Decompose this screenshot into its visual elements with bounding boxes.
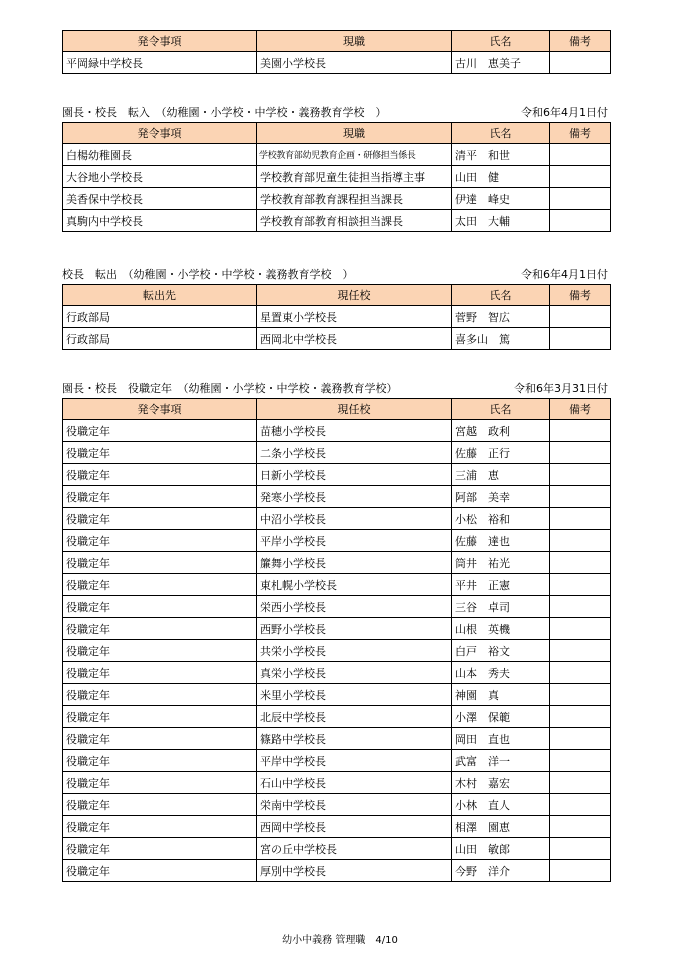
cell-col-position: 平岸小学校長 xyxy=(257,530,452,552)
table-row xyxy=(63,816,611,838)
cell-col-order: 大谷地小学校長 xyxy=(63,166,257,188)
cell-col-order: 役職定年 xyxy=(63,486,257,508)
header-col-remarks: 備考 xyxy=(550,399,611,420)
cell-col-name: 清平 和世 xyxy=(452,144,550,166)
header-col-name: 氏名 xyxy=(452,399,550,420)
cell-col-name: 小林 直人 xyxy=(452,794,550,816)
cell-col-order: 役職定年 xyxy=(63,772,257,794)
cell-col-position: 宮の丘中学校長 xyxy=(257,838,452,860)
table-row xyxy=(63,750,611,772)
cell-col-remarks xyxy=(550,144,611,166)
table-row xyxy=(63,552,611,574)
cell-col-name: 菅野 智広 xyxy=(452,306,550,328)
cell-col-position: 西岡中学校長 xyxy=(257,816,452,838)
cell-col-remarks xyxy=(550,574,611,596)
cell-col-remarks xyxy=(550,640,611,662)
header-col-order: 転出先 xyxy=(63,285,257,306)
cell-col-name: 喜多山 篤 xyxy=(452,328,550,350)
cell-col-name: 山本 秀夫 xyxy=(452,662,550,684)
cell-col-name: 宮越 政利 xyxy=(452,420,550,442)
section-transfer-out xyxy=(62,266,610,350)
cell-col-position: 日新小学校長 xyxy=(257,464,452,486)
table-row xyxy=(63,486,611,508)
cell-col-name: 平井 正憲 xyxy=(452,574,550,596)
cell-col-remarks xyxy=(550,750,611,772)
table-row xyxy=(63,442,611,464)
header-col-position: 現職 xyxy=(257,123,452,144)
cell-col-name: 古川 恵美子 xyxy=(452,52,550,74)
header-row xyxy=(63,285,611,306)
cell-col-remarks xyxy=(550,464,611,486)
cell-col-name: 筒井 祐光 xyxy=(452,552,550,574)
table-row xyxy=(63,618,611,640)
cell-col-name: 太田 大輔 xyxy=(452,210,550,232)
cell-col-remarks xyxy=(550,306,611,328)
cell-col-remarks xyxy=(550,486,611,508)
cell-col-order: 役職定年 xyxy=(63,618,257,640)
cell-col-order: 役職定年 xyxy=(63,442,257,464)
cell-col-position: 北辰中学校長 xyxy=(257,706,452,728)
cell-col-order: 役職定年 xyxy=(63,860,257,882)
cell-col-name: 白戸 裕文 xyxy=(452,640,550,662)
table-row xyxy=(63,306,611,328)
table-row xyxy=(63,420,611,442)
table-transfer-in xyxy=(62,122,611,232)
cell-col-position: 共栄小学校長 xyxy=(257,640,452,662)
page-footer: 幼小中義務 管理職 4/10 xyxy=(282,935,398,946)
table-transfer-within xyxy=(62,30,611,74)
section-date: 令和6年3月31日付 xyxy=(514,382,608,395)
table-row xyxy=(63,860,611,882)
cell-col-order: 役職定年 xyxy=(63,464,257,486)
cell-col-remarks xyxy=(550,420,611,442)
cell-col-position: 学校教育部幼児教育企画・研修担当係長 xyxy=(257,144,452,166)
section-heading xyxy=(62,380,610,398)
header-col-remarks: 備考 xyxy=(550,31,611,52)
table-retirement xyxy=(62,398,611,882)
cell-col-remarks xyxy=(550,618,611,640)
cell-col-name: 山田 敏郎 xyxy=(452,838,550,860)
cell-col-position: 苗穂小学校長 xyxy=(257,420,452,442)
cell-col-remarks xyxy=(550,530,611,552)
cell-col-order: 役職定年 xyxy=(63,552,257,574)
cell-col-name: 佐藤 達也 xyxy=(452,530,550,552)
cell-col-position: 二条小学校長 xyxy=(257,442,452,464)
header-col-remarks: 備考 xyxy=(550,123,611,144)
cell-col-remarks xyxy=(550,596,611,618)
cell-col-remarks xyxy=(550,728,611,750)
cell-col-order: 役職定年 xyxy=(63,530,257,552)
cell-col-position: 発寒小学校長 xyxy=(257,486,452,508)
section-heading xyxy=(62,104,610,122)
section-retirement xyxy=(62,380,610,882)
cell-col-position: 石山中学校長 xyxy=(257,772,452,794)
cell-col-name: 木村 嘉宏 xyxy=(452,772,550,794)
cell-col-remarks xyxy=(550,552,611,574)
cell-col-remarks xyxy=(550,210,611,232)
cell-col-order: 役職定年 xyxy=(63,706,257,728)
table-row xyxy=(63,574,611,596)
table-row xyxy=(63,640,611,662)
table-row xyxy=(63,328,611,350)
cell-col-name: 三谷 卓司 xyxy=(452,596,550,618)
cell-col-order: 行政部局 xyxy=(63,306,257,328)
cell-col-order: 役職定年 xyxy=(63,728,257,750)
cell-col-name: 伊達 峰史 xyxy=(452,188,550,210)
cell-col-order: 役職定年 xyxy=(63,574,257,596)
table-row xyxy=(63,166,611,188)
cell-col-remarks xyxy=(550,442,611,464)
cell-col-name: 阿部 美幸 xyxy=(452,486,550,508)
cell-col-position: 学校教育部教育相談担当課長 xyxy=(257,210,452,232)
section-date: 令和6年4月1日付 xyxy=(521,106,608,119)
cell-col-remarks xyxy=(550,794,611,816)
cell-col-order: 役職定年 xyxy=(63,816,257,838)
table-row xyxy=(63,728,611,750)
cell-col-order: 役職定年 xyxy=(63,596,257,618)
cell-col-position: 厚別中学校長 xyxy=(257,860,452,882)
cell-col-position: 中沼小学校長 xyxy=(257,508,452,530)
cell-col-name: 今野 洋介 xyxy=(452,860,550,882)
cell-col-remarks xyxy=(550,188,611,210)
table-row xyxy=(63,144,611,166)
cell-col-name: 小松 裕和 xyxy=(452,508,550,530)
header-row xyxy=(63,31,611,52)
cell-col-position: 美園小学校長 xyxy=(257,52,452,74)
cell-col-order: 役職定年 xyxy=(63,838,257,860)
cell-col-remarks xyxy=(550,508,611,530)
section-title: 園長・校長 転入 （幼稚園・小学校・中学校・義務教育学校 ） xyxy=(62,106,387,119)
cell-col-order: 役職定年 xyxy=(63,508,257,530)
cell-col-order: 役職定年 xyxy=(63,794,257,816)
cell-col-order: 美香保中学校長 xyxy=(63,188,257,210)
table-row xyxy=(63,210,611,232)
cell-col-remarks xyxy=(550,838,611,860)
cell-col-order: 役職定年 xyxy=(63,750,257,772)
cell-col-order: 役職定年 xyxy=(63,640,257,662)
section-title: 園長・校長 役職定年 （幼稚園・小学校・中学校・義務教育学校） xyxy=(62,382,398,395)
cell-col-remarks xyxy=(550,662,611,684)
table-row xyxy=(63,596,611,618)
cell-col-name: 山根 英機 xyxy=(452,618,550,640)
cell-col-name: 小澤 保範 xyxy=(452,706,550,728)
table-row xyxy=(63,464,611,486)
table-row xyxy=(63,838,611,860)
cell-col-position: 学校教育部児童生徒担当指導主事 xyxy=(257,166,452,188)
cell-col-remarks xyxy=(550,328,611,350)
cell-col-name: 佐藤 正行 xyxy=(452,442,550,464)
cell-col-name: 神園 真 xyxy=(452,684,550,706)
cell-col-remarks xyxy=(550,706,611,728)
header-col-name: 氏名 xyxy=(452,31,550,52)
cell-col-position: 米里小学校長 xyxy=(257,684,452,706)
cell-col-name: 岡田 直也 xyxy=(452,728,550,750)
table-row xyxy=(63,706,611,728)
table-row xyxy=(63,662,611,684)
header-col-name: 氏名 xyxy=(452,285,550,306)
header-col-remarks: 備考 xyxy=(550,285,611,306)
cell-col-name: 三浦 恵 xyxy=(452,464,550,486)
cell-col-order: 役職定年 xyxy=(63,420,257,442)
cell-col-remarks xyxy=(550,816,611,838)
header-col-position: 現任校 xyxy=(257,399,452,420)
header-col-position: 現職 xyxy=(257,31,452,52)
cell-col-order: 白楊幼稚園長 xyxy=(63,144,257,166)
cell-col-position: 真栄小学校長 xyxy=(257,662,452,684)
header-col-position: 現任校 xyxy=(257,285,452,306)
cell-col-position: 星置東小学校長 xyxy=(257,306,452,328)
cell-col-order: 役職定年 xyxy=(63,684,257,706)
header-col-order: 発令事項 xyxy=(63,399,257,420)
cell-col-position: 篠路中学校長 xyxy=(257,728,452,750)
header-col-order: 発令事項 xyxy=(63,123,257,144)
cell-col-position: 栄西小学校長 xyxy=(257,596,452,618)
table-row xyxy=(63,530,611,552)
cell-col-remarks xyxy=(550,166,611,188)
cell-col-remarks xyxy=(550,684,611,706)
cell-col-order: 行政部局 xyxy=(63,328,257,350)
table-row xyxy=(63,188,611,210)
cell-col-position: 西野小学校長 xyxy=(257,618,452,640)
cell-col-position: 平岸中学校長 xyxy=(257,750,452,772)
header-col-order: 発令事項 xyxy=(63,31,257,52)
section-heading xyxy=(62,266,610,284)
cell-col-order: 役職定年 xyxy=(63,662,257,684)
table-row xyxy=(63,508,611,530)
section-title: 校長 転出 （幼稚園・小学校・中学校・義務教育学校 ） xyxy=(62,268,354,281)
cell-col-remarks xyxy=(550,860,611,882)
table-row xyxy=(63,52,611,74)
section-date: 令和6年4月1日付 xyxy=(521,268,608,281)
cell-col-position: 学校教育部教育課程担当課長 xyxy=(257,188,452,210)
header-row xyxy=(63,399,611,420)
section-transfer-in xyxy=(62,104,610,232)
cell-col-name: 武富 洋一 xyxy=(452,750,550,772)
header-row xyxy=(63,123,611,144)
cell-col-position: 東札幌小学校長 xyxy=(257,574,452,596)
cell-col-order: 平岡緑中学校長 xyxy=(63,52,257,74)
cell-col-remarks xyxy=(550,52,611,74)
cell-col-position: 西岡北中学校長 xyxy=(257,328,452,350)
cell-col-remarks xyxy=(550,772,611,794)
table-row xyxy=(63,794,611,816)
cell-col-order: 真駒内中学校長 xyxy=(63,210,257,232)
cell-col-name: 山田 健 xyxy=(452,166,550,188)
cell-col-position: 栄南中学校長 xyxy=(257,794,452,816)
section-transfer-within xyxy=(62,30,610,74)
table-row xyxy=(63,772,611,794)
table-row xyxy=(63,684,611,706)
cell-col-position: 簾舞小学校長 xyxy=(257,552,452,574)
cell-col-name: 相澤 園恵 xyxy=(452,816,550,838)
header-col-name: 氏名 xyxy=(452,123,550,144)
table-transfer-out xyxy=(62,284,611,350)
